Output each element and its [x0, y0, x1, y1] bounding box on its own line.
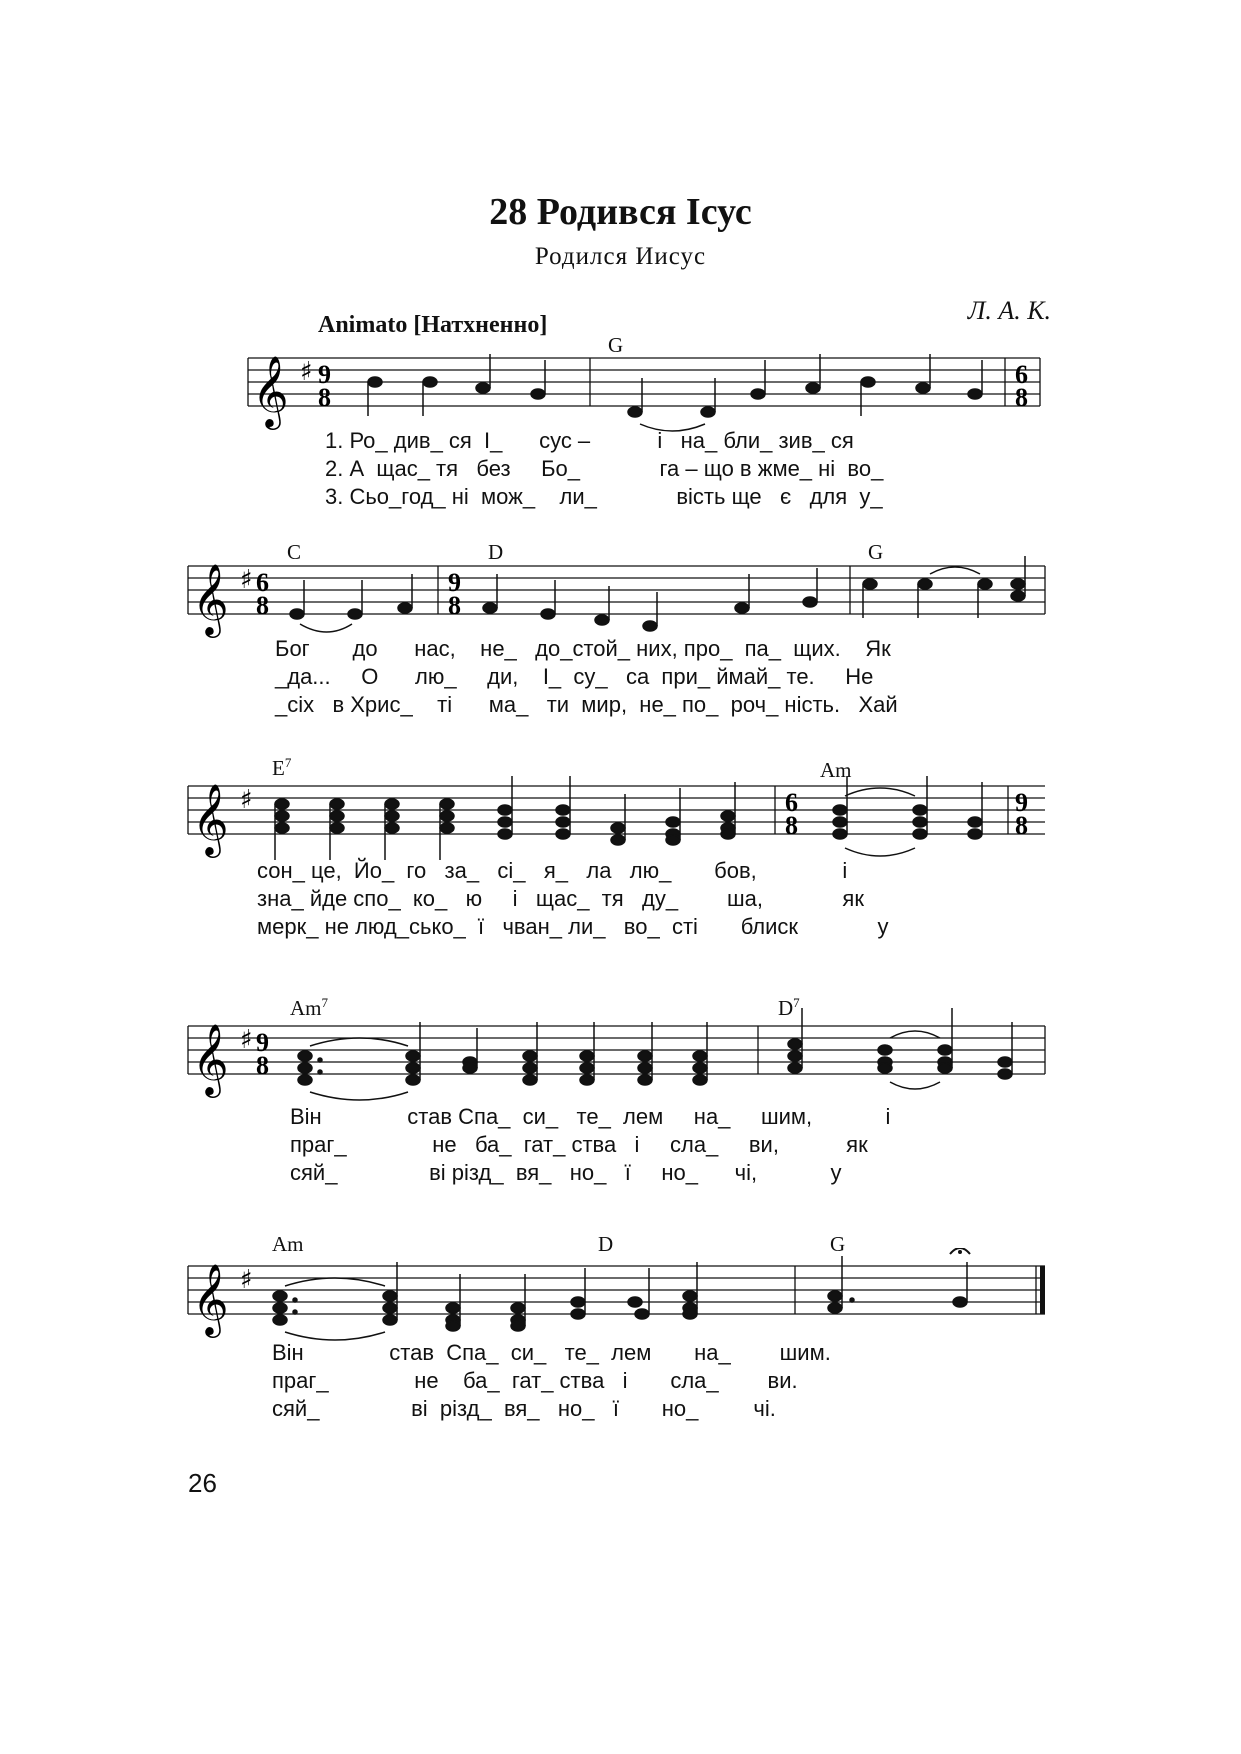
note — [968, 389, 982, 399]
note — [643, 621, 657, 631]
chord-note — [693, 1022, 707, 1085]
time-signature-bottom: 8 — [1015, 383, 1028, 412]
chord-note — [275, 799, 289, 860]
chord-note — [330, 799, 344, 860]
tie — [310, 1092, 408, 1100]
note — [423, 377, 437, 387]
note — [348, 609, 362, 619]
note — [978, 579, 992, 589]
author-credit: Л. А. К. — [967, 296, 1051, 325]
tie — [890, 1031, 940, 1038]
lyric-line: праг_ не ба_ гат_ ства і сла_ ви. — [272, 1368, 798, 1393]
sharp-icon: ♯ — [240, 1025, 253, 1055]
song-subtitle: Родился Иисус — [534, 243, 707, 270]
lyric-line: _да... О лю_ ди, І_ су_ са при_ ймай_ те. Не — [275, 664, 874, 689]
note — [918, 579, 932, 589]
chord-note — [628, 1268, 649, 1319]
lyric-line: 3. Сьо_год_ ні мож_ ли_ вість ще є для у_ — [325, 484, 883, 509]
tie — [845, 788, 915, 796]
note — [803, 597, 817, 607]
time-signature-top: 6 — [785, 788, 798, 817]
chord-note — [571, 1268, 585, 1319]
chord-note — [440, 799, 454, 860]
tie — [890, 1082, 940, 1089]
final-barline — [1040, 1266, 1045, 1314]
music-staff — [0, 1008, 1241, 1118]
tempo-translation: Натхненно — [421, 312, 540, 338]
chord-note — [383, 1262, 397, 1325]
note — [290, 609, 304, 619]
chord-label: Am — [820, 758, 852, 782]
note — [1011, 579, 1025, 589]
chord-label: G — [868, 540, 884, 564]
note — [628, 407, 642, 417]
chord-note — [523, 1022, 537, 1085]
chord-label: C — [287, 540, 302, 564]
note — [861, 377, 875, 387]
note — [483, 603, 497, 613]
chord-note — [878, 1045, 892, 1073]
tie — [285, 1278, 385, 1286]
note — [863, 579, 877, 589]
lyric-line: 1. Ро_ див_ ся І_ сус – і на_ бли_ зив_ ся — [325, 428, 854, 453]
time-signature-bottom: 8 — [1015, 811, 1028, 840]
note — [916, 383, 930, 393]
lyric-line: мерк_ не люд_сько_ ї чван_ ли_ во_ сті блиск у — [257, 914, 889, 939]
lyric-line: Він став Спа_ си_ те_ лем на_ шим, і — [290, 1104, 891, 1129]
note — [398, 603, 412, 613]
note — [701, 407, 715, 417]
treble-clef-icon: 𝄞 — [252, 354, 289, 427]
time-signature-top: 9 — [448, 568, 461, 597]
chord-note — [273, 1291, 297, 1325]
chord-label: G — [608, 333, 624, 357]
tie — [845, 848, 915, 856]
time-signature-top: 6 — [256, 568, 269, 597]
treble-clef-icon: 𝄞 — [192, 1022, 229, 1095]
time-signature-bottom: 8 — [318, 383, 331, 412]
time-signature-top: 9 — [1015, 788, 1028, 817]
sharp-icon: ♯ — [240, 565, 253, 595]
lyric-line: Бог до нас, не_ до_стой_ них, про_ па_ щих. Як — [275, 636, 891, 661]
tie — [300, 624, 352, 632]
note — [751, 389, 765, 399]
chord-note — [406, 1022, 420, 1085]
tie — [310, 1038, 408, 1046]
time-signature-top: 9 — [318, 360, 331, 389]
lyric-line: 2. А щас_ тя без Бо_ га – що в жме_ ні во_ — [325, 456, 884, 481]
note — [953, 1262, 967, 1307]
chord-note — [638, 1022, 652, 1085]
page-number: 26 — [188, 1468, 217, 1498]
tie — [930, 567, 980, 574]
chord-note — [385, 799, 399, 860]
song-title: 28 Родився Ісус — [489, 191, 752, 233]
chord-label: G — [830, 1232, 846, 1256]
treble-clef-icon: 𝄞 — [192, 782, 229, 855]
tempo-main: Animato — [318, 312, 408, 338]
tie — [285, 1332, 385, 1340]
tempo-translation-bracket: [Натхненно] — [413, 312, 548, 338]
chord-note — [298, 1051, 322, 1085]
lyric-line: сон_ це, Йо_ го за_ сі_ я_ ла лю_ бов, і — [257, 858, 848, 883]
note — [541, 609, 555, 619]
lyric-line: зна_ йде спо_ ко_ ю і щас_ тя ду_ ша, як — [257, 886, 864, 911]
chord-label: D — [488, 540, 504, 564]
time-signature-bottom: 8 — [256, 591, 269, 620]
sharp-icon: ♯ — [300, 357, 313, 387]
chord-note — [580, 1022, 594, 1085]
chord-label: $D^7$ — [778, 995, 800, 1020]
sharp-icon: ♯ — [240, 785, 253, 815]
chord-label: $E^7$ — [272, 755, 292, 780]
note — [595, 615, 609, 625]
chord-label: D — [598, 1232, 614, 1256]
chord-note — [666, 788, 680, 845]
time-signature-bottom: 8 — [448, 591, 461, 620]
lyric-line: _сіх в Хрис_ ті ма_ ти мир, не_ по_ роч_ ність. Хай — [275, 692, 898, 717]
chord-label: Am$^7$ — [290, 995, 328, 1020]
lyric-line: сяй_ ві різд_ вя_ но_ ї но_ чі. — [272, 1396, 776, 1421]
note — [806, 383, 820, 393]
chord-note — [828, 1256, 854, 1313]
treble-clef-icon: 𝄞 — [192, 562, 229, 635]
chord-note — [788, 1008, 802, 1073]
sharp-icon: ♯ — [240, 1265, 253, 1295]
chord-note — [611, 794, 625, 845]
tempo-marking — [318, 312, 547, 339]
lyric-line: праг_ не ба_ гат_ ства і сла_ ви, як — [290, 1132, 868, 1157]
note — [735, 603, 749, 613]
time-signature-bottom: 8 — [785, 811, 798, 840]
chord-note — [938, 1008, 952, 1073]
note — [531, 389, 545, 399]
time-signature-top: 9 — [256, 1028, 269, 1057]
note — [476, 383, 490, 393]
lyric-line: Він став Спа_ си_ те_ лем на_ шим. — [272, 1340, 831, 1365]
time-signature-bottom: 8 — [256, 1051, 269, 1080]
chord-label: Am — [272, 1232, 304, 1256]
note — [368, 377, 382, 387]
lyric-line: сяй_ ві різд_ вя_ но_ ї но_ чі, у — [290, 1160, 842, 1185]
time-signature-top: 6 — [1015, 360, 1028, 389]
treble-clef-icon: 𝄞 — [192, 1262, 229, 1335]
